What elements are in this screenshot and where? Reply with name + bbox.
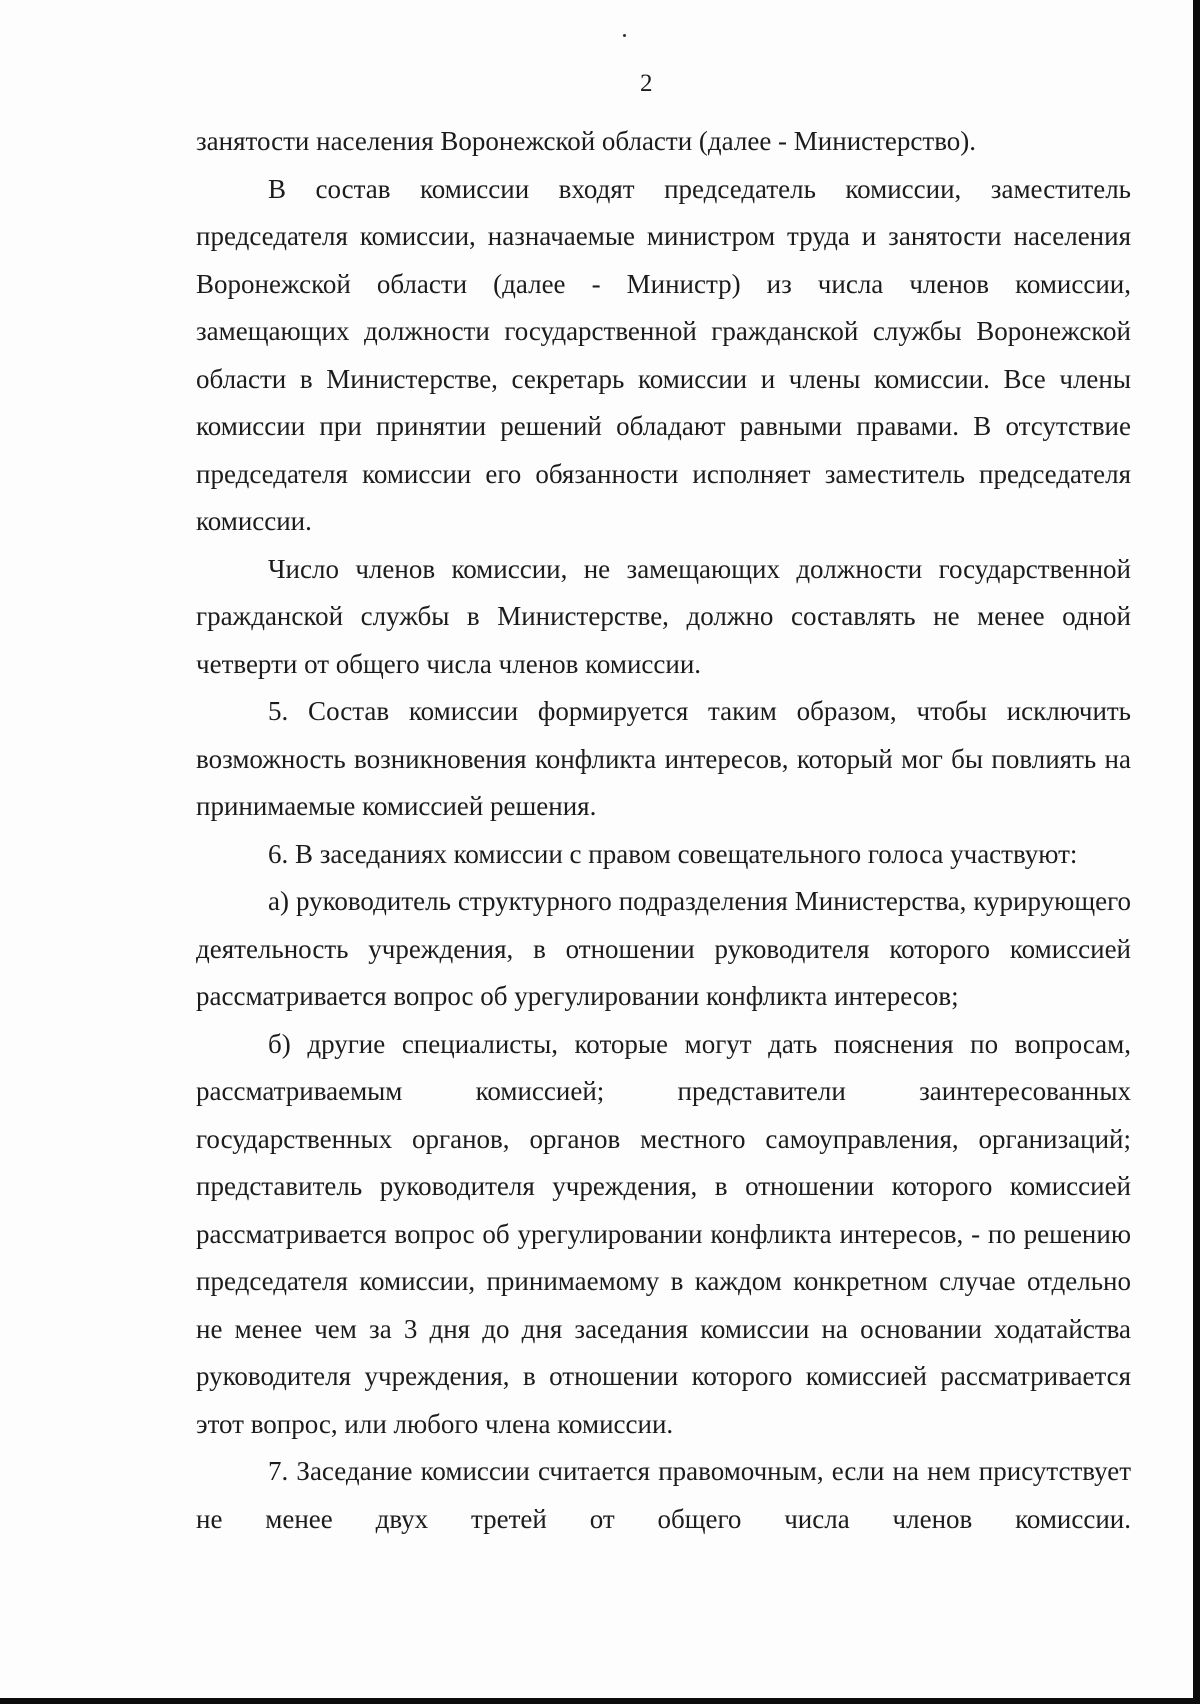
paragraph-item-7: 7. Заседание комиссии считается правомочным, если на нем присутствует не менее двух третей от общего числа членов комиссии.: [196, 1456, 1131, 1534]
document-body: [196, 118, 1131, 1543]
paragraph-item-6: 6. В заседаниях комиссии с правом совещательного голоса участвуют:: [268, 838, 1078, 869]
paragraph-item-6a: а) руководитель структурного подразделения Министерства, курирующего деятельность учреждения, в отношении руководителя которого комиссией рассматривается вопрос об урегулировании конфликта интересов;: [196, 886, 1131, 1011]
scan-border-right: [1193, 0, 1200, 1704]
paragraph-continuation: занятости населения Воронежской области (далее - Министерство).: [196, 126, 977, 156]
page-number: 2: [640, 70, 653, 97]
paragraph-item-5: 5. Состав комиссии формируется таким образом, чтобы исключить возможность возникновения конфликта интересов, который мог бы повлиять на принимаемые комиссией решения.: [196, 696, 1131, 821]
paragraph-item-6b: б) другие специалисты, которые могут дать пояснения по вопросам, рассматриваемым комиссией; представители заинтересованных государственных органов, органов местного самоуправления, организаций; представитель руководителя учреждения, в отношении которого комиссией рассматривается вопрос об урегулировании конфликта интересов, - по решению председателя комиссии, принимаемому в каждом конкретном случае отдельно не менее чем за 3 дня до дня заседания комиссии на основании ходатайства руководителя учреждения, в отношении которого комиссией рассматривается этот вопрос, или любого члена комиссии.: [196, 1028, 1131, 1439]
paragraph-commission-composition: В состав комиссии входят председатель комиссии, заместитель председателя комиссии, назначаемые министром труда и занятости населения Воронежской области (далее - Министр) из числа членов комиссии, замещающих должности государственной гражданской службы Воронежской области в Министерстве, секретарь комиссии и члены комиссии. Все члены комиссии при принятии решений обладают равными правами. В отсутствие председателя комиссии его обязанности исполняет заместитель председателя комиссии.: [196, 173, 1131, 536]
scan-border-bottom: [0, 1698, 1200, 1704]
scan-speck: [623, 34, 626, 37]
paragraph-non-civil-members: Число членов комиссии, не замещающих должности государственной гражданской службы в Министерстве, должно составлять не менее одной четверти от общего числа членов комиссии.: [196, 553, 1131, 679]
